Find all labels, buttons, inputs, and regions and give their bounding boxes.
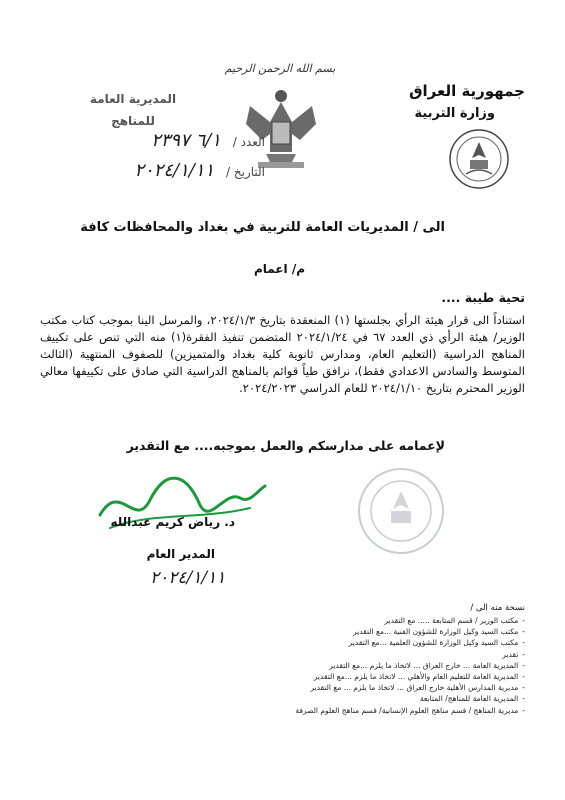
list-item: -المديرية العامة للمناهج/ المتابعة (419, 694, 525, 704)
letter-body: استناداً الى قرار هيئة الرأي بجلستها (١) المنعقدة بتاريخ ٢٠٢٤/١/٣، والمرسل الينا بموجب كتاب مكتب الوزير/ هيئة الرأي ذي العدد ٦٧ في ٢٠٢٤/١/٢٤ المتضمن تنفيذ الفقرة(١) منه التي تنص على تكييف المناهج الدراسية (التعليم العام، ومدارس ثانوية كلية بغداد والمتميزين) للصفوف المنتهية (الثالث المتوسط والسادس الاعدادي فقط)، نرافق طياً قوائم بالمناهج الدراسية التي صادق على تكييفها معالي الوزير المحترم بتاريخ ٢٠٢٤/١/١٠ للعام الدراسي ٢٠٢٤/٢٠٢٣. (40, 313, 525, 395)
basmala: بسم الله الرحمن الرحيم (224, 62, 336, 75)
date-value: ٢٠٢٤/١/١١ (134, 160, 215, 181)
list-item: -مكتب السيد وكيل الوزارة للشؤون الفنية ...مع التقدير (352, 627, 525, 637)
subject: م/ اعمام (253, 262, 305, 276)
directorate-line-1: المديرية العامة (89, 92, 177, 106)
republic-title: جمهورية العراق (409, 82, 525, 100)
copies-list (65, 615, 525, 716)
official-stamp-icon (355, 465, 447, 557)
eagle-emblem-icon (240, 82, 322, 172)
reference-number (35, 130, 265, 151)
reference-date (35, 160, 265, 181)
list-item: -المديرية العامة للتعليم العام والأهلي ... لاتخاذ ما يلزم ...مع التقدير (313, 672, 525, 682)
directorate-line-2: للمناهج (111, 114, 155, 128)
signatory-name: د. رياض كريم عبدالله (110, 515, 235, 529)
signatory-title: المدير العام (146, 547, 215, 561)
list-item: -مكتب السيد وكيل الوزارة للشؤون العلمية ...مع التقدير (348, 638, 525, 648)
list-item: -مديرية المدارس الأهلية خارج العراق ... لاتخاذ ما يلزم ... مع التقدير (310, 683, 525, 693)
ministry-title: وزارة التربية (414, 106, 495, 121)
directorate-title (78, 88, 188, 132)
addressee: الى / المديريات العامة للتربية في بغداد والمحافظات كافة (80, 220, 445, 235)
number-value: ٦/١ ٢٣٩٧ (151, 130, 221, 151)
date-label: التاريخ / (225, 165, 265, 179)
list-item: -تقدير (502, 649, 525, 659)
copies-heading: نسخة منه الى / (470, 603, 525, 613)
greeting: تحية طيبة .... (441, 290, 525, 305)
list-item: -مديرية المناهج / قسم مناهج العلوم الإنسانية/ قسم مناهج العلوم الصرفة (295, 705, 525, 715)
closing-line: لإعمامه على مدارسكم والعمل بموجبه.... مع التقدير (126, 438, 445, 453)
signature-date: ٢٠٢٤/١/١١ (150, 568, 226, 588)
ministry-seal-icon (448, 128, 510, 190)
list-item: -مكتب الوزير / قسم المتابعة ..... مع التقدير (384, 616, 525, 625)
list-item: -المديرية العامة ... خارج العراق ... لاتخاذ ما يلزم ...مع التقدير (329, 660, 525, 670)
number-label: العدد / (232, 135, 265, 149)
